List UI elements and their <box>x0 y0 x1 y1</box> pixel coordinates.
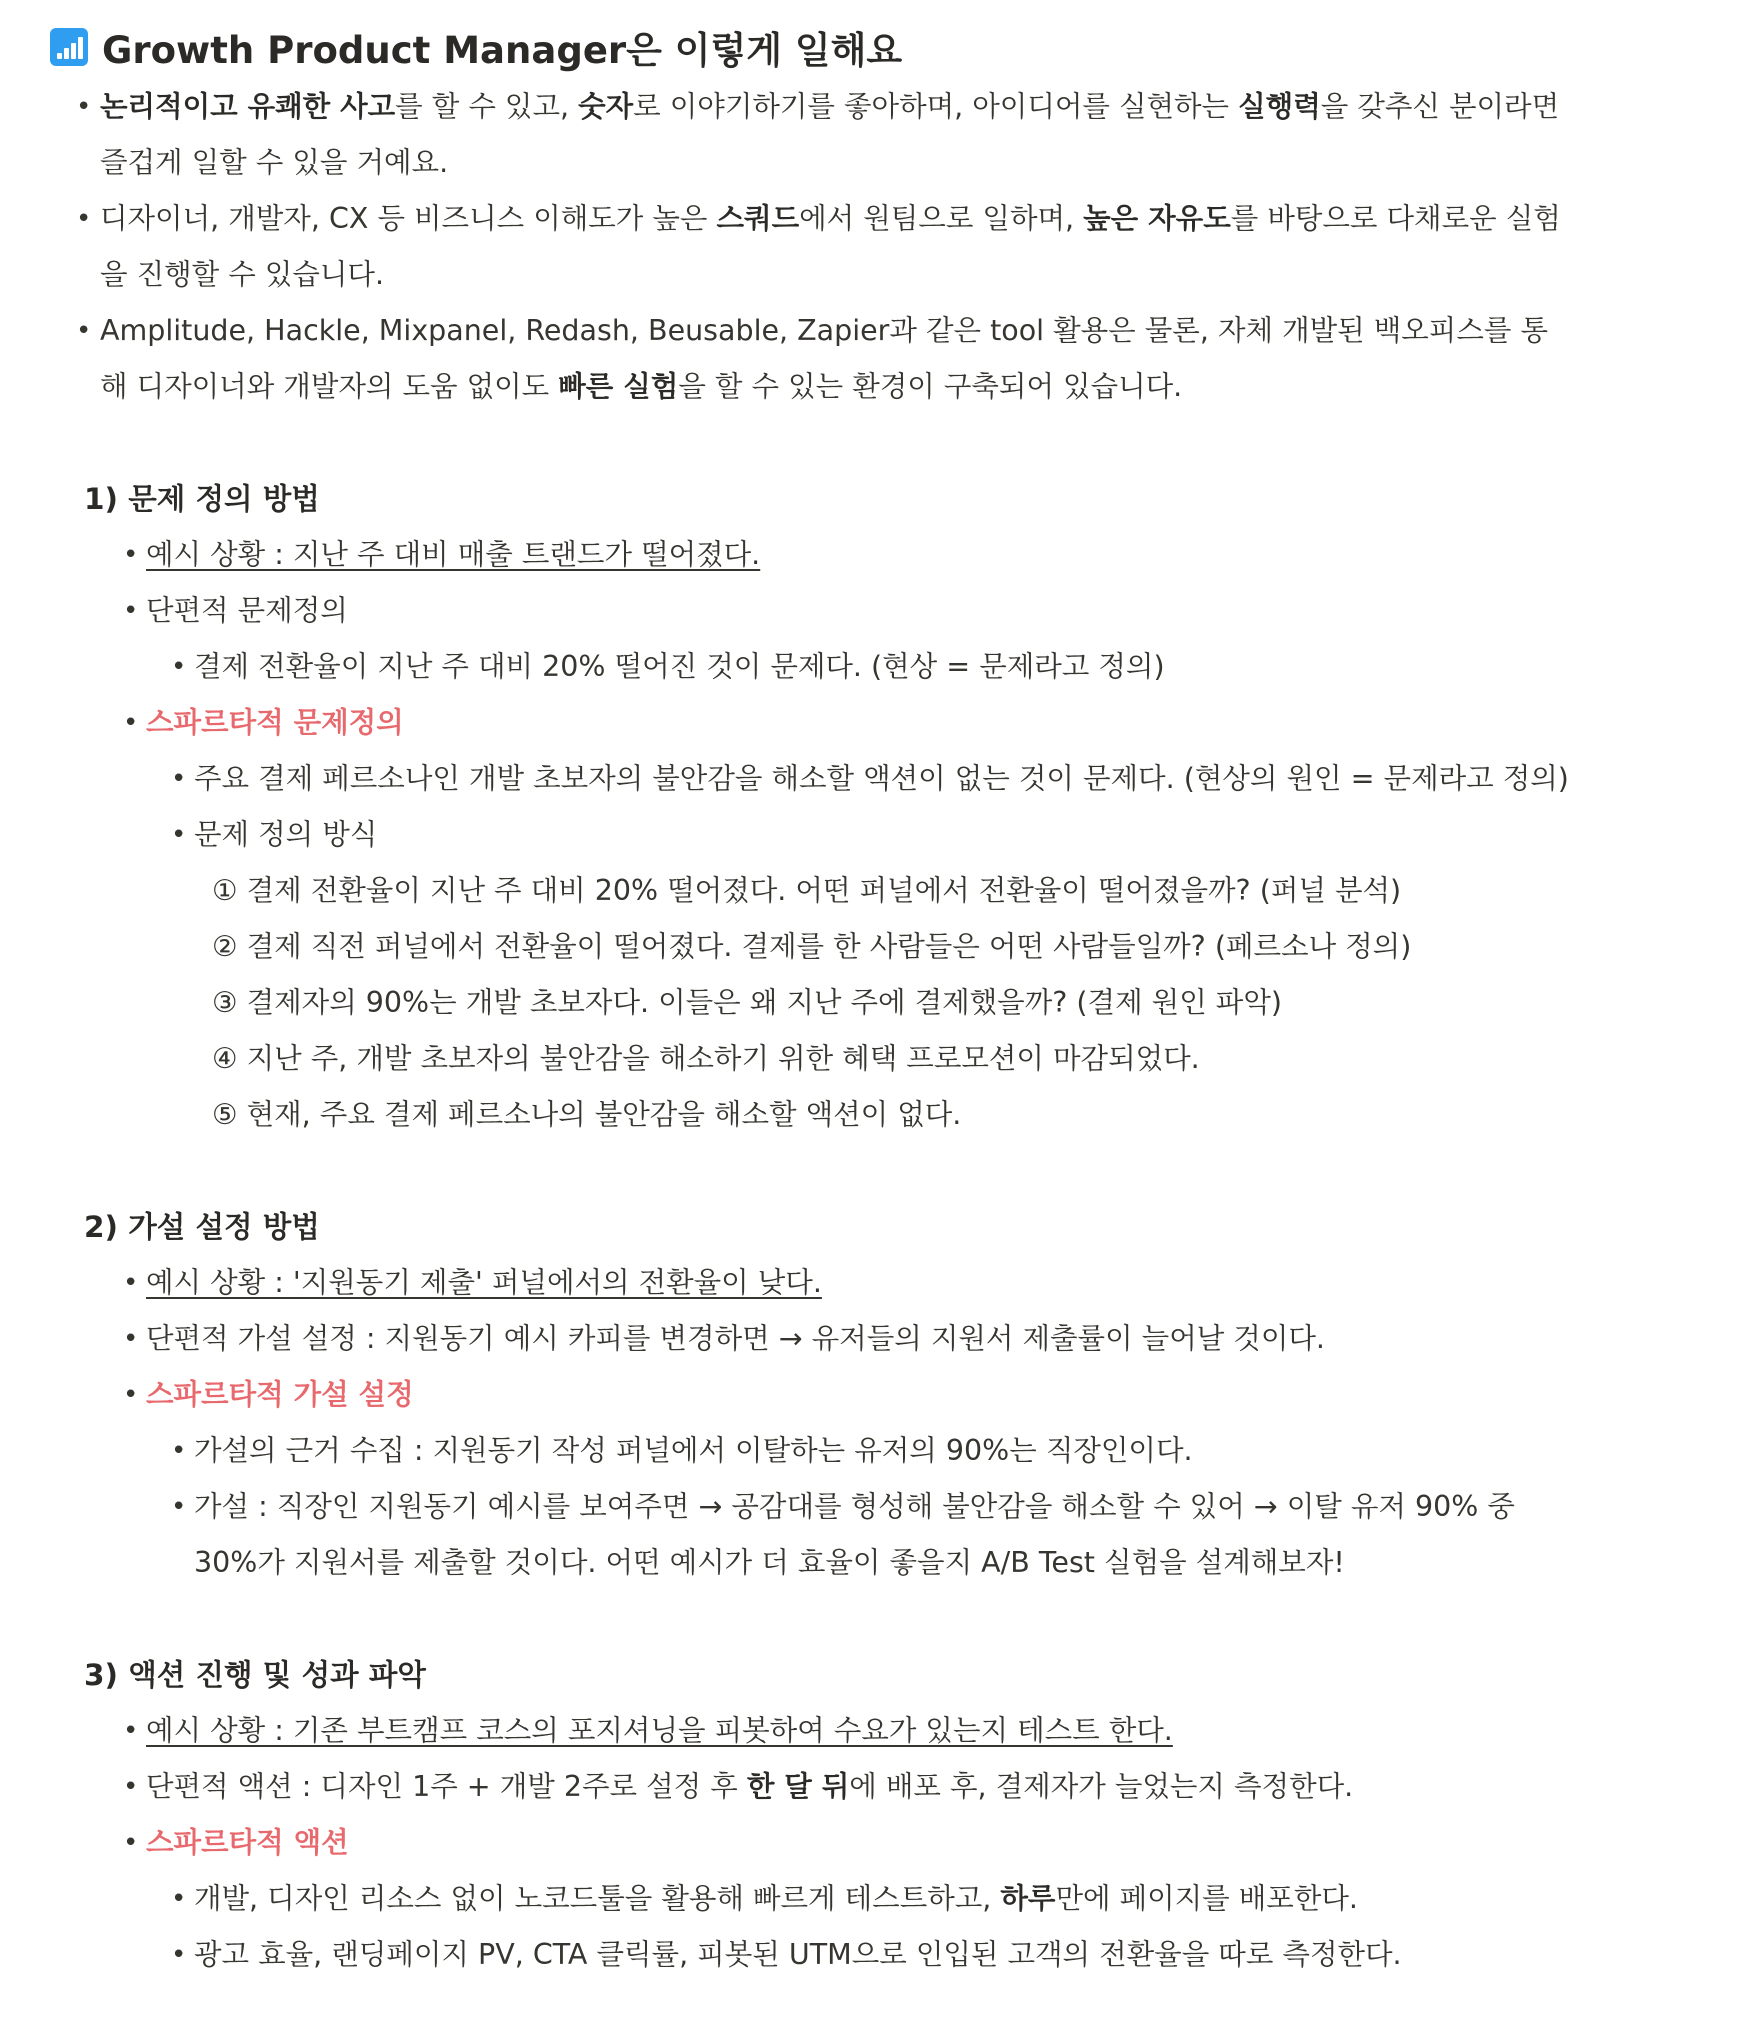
bullet-dot-icon: • <box>171 1884 187 1914</box>
section-1-fragment-detail: 결제 전환율이 지난 주 대비 20% 떨어진 것이 문제다. (현상 = 문제라고 정의) <box>194 650 1165 683</box>
bullet-dot-icon: • <box>123 540 139 570</box>
section-2-fragment: 단편적 가설 설정 : 지원동기 예시 카피를 변경하면 → 유저들의 지원서 제출률이 늘어날 것이다. <box>146 1322 1325 1355</box>
bullet-dot-icon: • <box>123 1716 139 1746</box>
section-3-detail-1: 개발, 디자인 리소스 없이 노코드툴을 활용해 빠르게 테스트하고, 하루만에 페이지를 배포한다. <box>194 1882 1358 1915</box>
bullet-dot-icon: • <box>76 204 92 234</box>
section-1-fragment-label: 단편적 문제정의 <box>146 594 348 627</box>
section-3-detail-2: 광고 효율, 랜딩페이지 PV, CTA 클릭률, 피봇된 UTM으로 인입된 고객의 전환율을 따로 측정한다. <box>194 1938 1402 1971</box>
bar-chart-icon <box>50 28 88 66</box>
bullet-dot-icon: • <box>171 1492 187 1522</box>
section-1-example: 예시 상황 : 지난 주 대비 매출 트랜드가 떨어졌다. <box>146 538 761 571</box>
bullet-dot-icon: • <box>171 820 187 850</box>
bullet-dot-icon: • <box>123 1828 139 1858</box>
intro-line-1: 논리적이고 유쾌한 사고를 할 수 있고, 숫자로 이야기하기를 좋아하며, 아이디어를 실현하는 실행력을 갖추신 분이라면 <box>100 90 1560 123</box>
bullet-dot-icon: • <box>171 764 187 794</box>
page-title-text: Growth Product Manager은 이렇게 일해요 <box>102 29 903 72</box>
bullet-dot-icon: • <box>171 1436 187 1466</box>
page-title <box>50 20 902 74</box>
bullet-dot-icon: • <box>123 1268 139 1298</box>
intro-line-2-cont: 을 진행할 수 있습니다. <box>100 258 385 291</box>
section-1-step-4: ④ 지난 주, 개발 초보자의 불안감을 해소하기 위한 혜택 프로모션이 마감되었다. <box>212 1042 1200 1075</box>
section-1-method-label: 문제 정의 방식 <box>194 818 378 851</box>
section-2-example: 예시 상황 : '지원동기 제출' 퍼널에서의 전환율이 낮다. <box>146 1266 822 1299</box>
section-1-step-3: ③ 결제자의 90%는 개발 초보자다. 이들은 왜 지난 주에 결제했을까? (결제 원인 파악) <box>212 986 1282 1019</box>
section-1-heading: 1) 문제 정의 방법 <box>84 482 320 516</box>
section-1-sparta-detail: 주요 결제 페르소나인 개발 초보자의 불안감을 해소할 액션이 없는 것이 문제다. (현상의 원인 = 문제라고 정의) <box>194 762 1569 795</box>
bullet-dot-icon: • <box>76 316 92 346</box>
section-3-example: 예시 상황 : 기존 부트캠프 코스의 포지셔닝을 피봇하여 수요가 있는지 테스트 한다. <box>146 1714 1173 1747</box>
section-2-heading: 2) 가설 설정 방법 <box>84 1210 320 1244</box>
section-2-sparta-label: 스파르타적 가설 설정 <box>146 1378 414 1411</box>
bullet-dot-icon: • <box>171 652 187 682</box>
bullet-dot-icon: • <box>123 708 139 738</box>
bullet-dot-icon: • <box>123 1772 139 1802</box>
bullet-dot-icon: • <box>76 92 92 122</box>
section-2-hypothesis: 가설 : 직장인 지원동기 예시를 보여주면 → 공감대를 형성해 불안감을 해소할 수 있어 → 이탈 유저 90% 중 <box>194 1490 1515 1523</box>
intro-line-2: 디자이너, 개발자, CX 등 비즈니스 이해도가 높은 스쿼드에서 원팀으로 일하며, 높은 자유도를 바탕으로 다채로운 실험 <box>100 202 1561 235</box>
intro-line-1-cont: 즐겁게 일할 수 있을 거예요. <box>100 146 449 179</box>
bullet-dot-icon: • <box>123 1380 139 1410</box>
section-3-fragment: 단편적 액션 : 디자인 1주 + 개발 2주로 설정 후 한 달 뒤에 배포 후, 결제자가 늘었는지 측정한다. <box>146 1770 1354 1803</box>
section-1-step-1: ① 결제 전환율이 지난 주 대비 20% 떨어졌다. 어떤 퍼널에서 전환율이 떨어졌을까? (퍼널 분석) <box>212 874 1402 907</box>
intro-line-3-cont: 해 디자이너와 개발자의 도움 없이도 빠른 실험을 할 수 있는 환경이 구축되어 있습니다. <box>100 370 1183 403</box>
section-3-sparta-label: 스파르타적 액션 <box>146 1826 349 1859</box>
section-1-step-2: ② 결제 직전 퍼널에서 전환율이 떨어졌다. 결제를 한 사람들은 어떤 사람들일까? (페르소나 정의) <box>212 930 1412 963</box>
bullet-dot-icon: • <box>171 1940 187 1970</box>
section-2-hypothesis-cont: 30%가 지원서를 제출할 것이다. 어떤 예시가 더 효율이 좋을지 A/B Test 실험을 설계해보자! <box>194 1546 1345 1579</box>
section-2-evidence: 가설의 근거 수집 : 지원동기 작성 퍼널에서 이탈하는 유저의 90%는 직장인이다. <box>194 1434 1193 1467</box>
section-1-step-5: ⑤ 현재, 주요 결제 페르소나의 불안감을 해소할 액션이 없다. <box>212 1098 962 1131</box>
bullet-dot-icon: • <box>123 596 139 626</box>
intro-line-3: Amplitude, Hackle, Mixpanel, Redash, Beusable, Zapier과 같은 tool 활용은 물론, 자체 개발된 백오피스를 통 <box>100 314 1548 347</box>
section-3-heading: 3) 액션 진행 및 성과 파악 <box>84 1658 426 1692</box>
section-1-sparta-label: 스파르타적 문제정의 <box>146 706 404 739</box>
bullet-dot-icon: • <box>123 1324 139 1354</box>
